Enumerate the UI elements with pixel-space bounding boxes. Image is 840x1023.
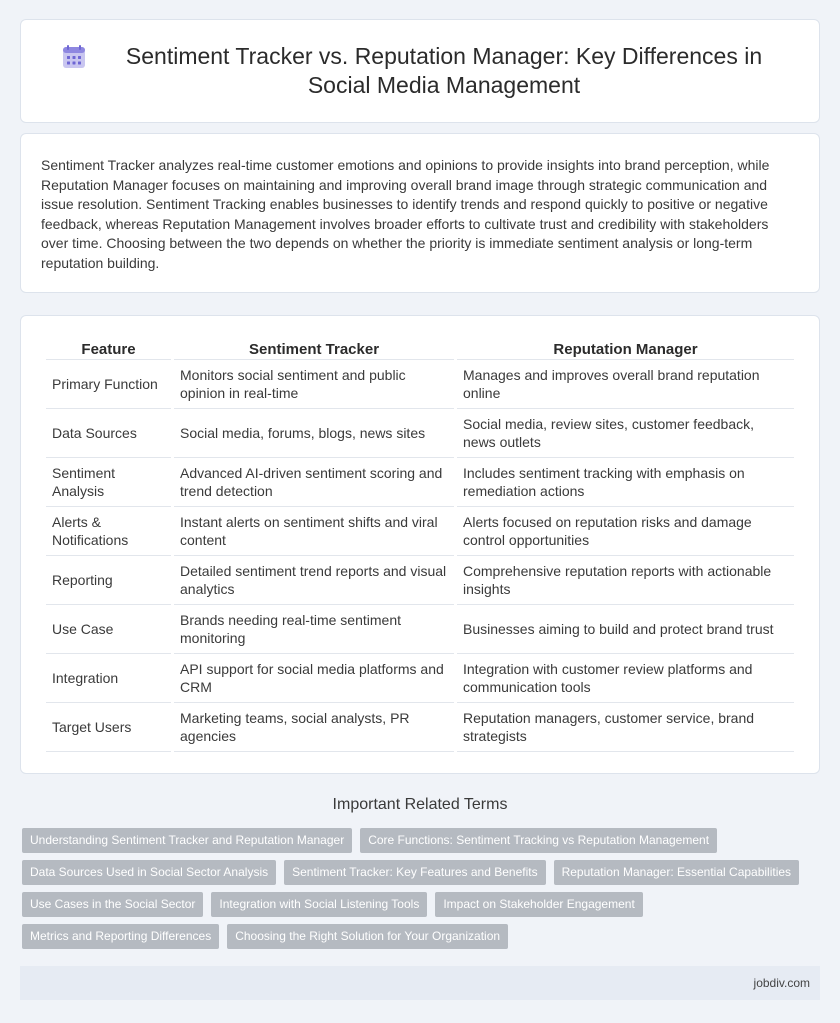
reputation-manager-cell: Social media, review sites, customer feedback, news outlets	[457, 409, 794, 458]
related-term-tag[interactable]: Integration with Social Listening Tools	[211, 892, 427, 917]
reputation-manager-cell: Reputation managers, customer service, brand strategists	[457, 703, 794, 752]
footer	[20, 966, 820, 1000]
intro-paragraph: Sentiment Tracker analyzes real-time customer emotions and opinions to provide insights into brand perception, while Reputation Manager focuses on maintaining and improving overall brand image through strategic communication and issue resolution. Sentiment Tracking enables businesses to identify trends and respond quickly to positive or negative feedback, whereas Reputation Management involves broader efforts to cultivate trust and credibility with stakeholders over time. Choosing between the two depends on whether the priority is immediate sentiment analysis or long-term reputation building.	[41, 157, 770, 271]
feature-cell: Target Users	[46, 703, 171, 752]
table-row	[46, 605, 794, 654]
related-terms-title: Important Related Terms	[332, 796, 508, 813]
calendar-grid-icon	[61, 44, 87, 70]
table-row	[46, 458, 794, 507]
reputation-manager-cell: Businesses aiming to build and protect brand trust	[457, 605, 794, 654]
feature-cell: Data Sources	[46, 409, 171, 458]
intro-card	[20, 133, 820, 293]
related-term-tag[interactable]: Data Sources Used in Social Sector Analysis	[22, 860, 276, 885]
related-term-tag[interactable]: Choosing the Right Solution for Your Organization	[227, 924, 508, 949]
feature-cell: Reporting	[46, 556, 171, 605]
reputation-manager-cell: Integration with customer review platforms and communication tools	[457, 654, 794, 703]
page-title: Sentiment Tracker vs. Reputation Manager: Key Differences in Social Media Management	[125, 43, 763, 98]
sentiment-tracker-cell: Marketing teams, social analysts, PR agencies	[174, 703, 454, 752]
reputation-manager-cell: Includes sentiment tracking with emphasis on remediation actions	[457, 458, 794, 507]
comparison-table	[43, 336, 797, 752]
feature-cell: Sentiment Analysis	[46, 458, 171, 507]
sentiment-tracker-cell: Brands needing real-time sentiment monitoring	[174, 605, 454, 654]
table-row	[46, 507, 794, 556]
sentiment-tracker-cell: Instant alerts on sentiment shifts and viral content	[174, 507, 454, 556]
column-header-feature: Feature	[46, 336, 171, 360]
table-row	[46, 556, 794, 605]
related-term-tag[interactable]: Reputation Manager: Essential Capabilities	[554, 860, 799, 885]
reputation-manager-cell: Alerts focused on reputation risks and damage control opportunities	[457, 507, 794, 556]
related-term-tag[interactable]: Metrics and Reporting Differences	[22, 924, 219, 949]
table-header-row	[46, 336, 794, 360]
feature-cell: Primary Function	[46, 360, 171, 409]
column-header-sentiment-tracker: Sentiment Tracker	[174, 336, 454, 360]
related-term-tag[interactable]: Core Functions: Sentiment Tracking vs Reputation Management	[360, 828, 717, 853]
sentiment-tracker-cell: Detailed sentiment trend reports and visual analytics	[174, 556, 454, 605]
reputation-manager-cell: Manages and improves overall brand reputation online	[457, 360, 794, 409]
related-term-tag[interactable]: Understanding Sentiment Tracker and Reputation Manager	[22, 828, 352, 853]
sentiment-tracker-cell: Social media, forums, blogs, news sites	[174, 409, 454, 458]
feature-cell: Alerts & Notifications	[46, 507, 171, 556]
sentiment-tracker-cell: API support for social media platforms and CRM	[174, 654, 454, 703]
table-row	[46, 360, 794, 409]
column-header-reputation-manager: Reputation Manager	[457, 336, 794, 360]
feature-cell: Integration	[46, 654, 171, 703]
table-row	[46, 703, 794, 752]
sentiment-tracker-cell: Monitors social sentiment and public opinion in real-time	[174, 360, 454, 409]
table-row	[46, 409, 794, 458]
header-card	[20, 19, 820, 123]
title-wrap	[61, 42, 779, 100]
related-term-tag[interactable]: Impact on Stakeholder Engagement	[435, 892, 642, 917]
feature-cell: Use Case	[46, 605, 171, 654]
comparison-table-card	[20, 315, 820, 774]
sentiment-tracker-cell: Advanced AI-driven sentiment scoring and trend detection	[174, 458, 454, 507]
related-term-tag[interactable]: Use Cases in the Social Sector	[22, 892, 203, 917]
related-terms-list	[22, 828, 818, 956]
table-row	[46, 654, 794, 703]
footer-site-link[interactable]: jobdiv.com	[753, 976, 810, 990]
related-term-tag[interactable]: Sentiment Tracker: Key Features and Benefits	[284, 860, 545, 885]
reputation-manager-cell: Comprehensive reputation reports with actionable insights	[457, 556, 794, 605]
